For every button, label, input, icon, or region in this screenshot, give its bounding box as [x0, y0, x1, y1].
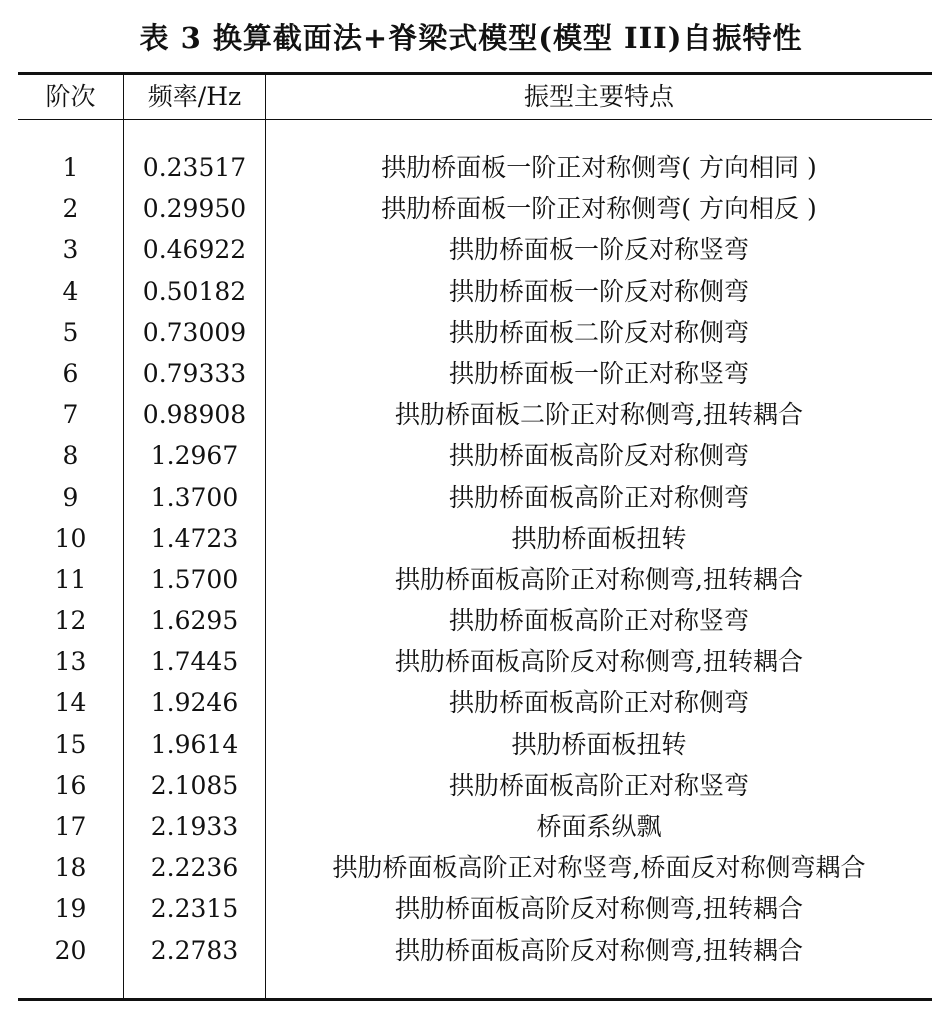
cell-order: 2	[62, 194, 79, 224]
cell-frequency: 1.4723	[150, 523, 239, 553]
cell-frequency: 2.2236	[150, 853, 239, 883]
header-mode-shape: 振型主要特点	[523, 82, 674, 111]
cell-frequency: 2.1085	[150, 770, 239, 800]
table-row	[0, 435, 942, 476]
cell-mode-shape: 拱肋桥面板高阶正对称侧弯,扭转耦合	[395, 564, 803, 594]
header-rule	[18, 119, 932, 120]
cell-frequency: 2.2315	[150, 894, 239, 924]
cell-frequency: 0.50182	[142, 276, 247, 306]
cell-frequency: 1.2967	[150, 441, 239, 471]
table-row	[0, 641, 942, 682]
table-row	[0, 559, 942, 600]
cell-order: 6	[62, 358, 79, 388]
cell-order: 9	[62, 482, 79, 512]
cell-frequency: 1.9614	[150, 729, 239, 759]
cell-order: 20	[54, 935, 87, 965]
cell-mode-shape: 拱肋桥面板高阶正对称竖弯	[448, 606, 749, 636]
bottom-rule	[18, 998, 932, 1001]
cell-frequency: 2.2783	[150, 935, 239, 965]
table-body	[0, 147, 942, 971]
cell-order: 14	[54, 688, 87, 718]
cell-order: 3	[62, 235, 79, 265]
cell-order: 16	[54, 770, 87, 800]
cell-mode-shape: 拱肋桥面板高阶正对称竖弯	[448, 770, 749, 800]
cell-order: 17	[54, 812, 87, 841]
cell-frequency: 1.7445	[150, 647, 239, 677]
cell-order: 15	[54, 729, 87, 759]
cell-mode-shape: 桥面系纵飘	[536, 812, 662, 841]
table-row	[0, 518, 942, 559]
cell-order: 10	[54, 523, 87, 553]
table-row	[0, 724, 942, 765]
header-frequency: 频率/Hz	[147, 82, 242, 111]
cell-frequency: 1.9246	[150, 688, 239, 718]
cell-order: 1	[62, 153, 79, 182]
cell-mode-shape: 拱肋桥面板扭转	[511, 523, 687, 553]
cell-mode-shape: 拱肋桥面板高阶反对称侧弯,扭转耦合	[395, 647, 803, 677]
cell-mode-shape: 拱肋桥面板一阶反对称竖弯	[448, 235, 749, 265]
table-row	[0, 847, 942, 888]
cell-mode-shape: 拱肋桥面板一阶正对称侧弯( 方向相同 )	[381, 153, 817, 182]
cell-mode-shape: 拱肋桥面板扭转	[511, 729, 687, 759]
cell-mode-shape: 拱肋桥面板高阶正对称侧弯	[448, 482, 749, 512]
table-row	[0, 806, 942, 847]
cell-frequency: 2.1933	[150, 812, 239, 841]
table-row	[0, 888, 942, 929]
cell-mode-shape: 拱肋桥面板高阶正对称竖弯,桥面反对称侧弯耦合	[332, 853, 866, 883]
cell-order: 19	[54, 894, 87, 924]
cell-frequency: 0.79333	[142, 358, 247, 388]
table-row	[0, 600, 942, 641]
table-title: 表 3 换算截面法+脊梁式模型(模型 III)自振特性	[139, 21, 803, 55]
cell-order: 11	[54, 564, 87, 594]
cell-frequency: 0.29950	[142, 194, 247, 224]
cell-mode-shape: 拱肋桥面板一阶正对称侧弯( 方向相反 )	[381, 194, 817, 224]
cell-order: 13	[54, 647, 87, 677]
cell-frequency: 0.98908	[142, 400, 247, 430]
table-row	[0, 682, 942, 723]
cell-mode-shape: 拱肋桥面板高阶反对称侧弯,扭转耦合	[395, 894, 803, 924]
cell-order: 4	[62, 276, 79, 306]
cell-frequency: 1.6295	[150, 606, 239, 636]
cell-order: 12	[54, 606, 87, 636]
cell-order: 5	[62, 317, 79, 347]
cell-mode-shape: 拱肋桥面板高阶反对称侧弯	[448, 441, 749, 471]
cell-frequency: 0.23517	[142, 153, 247, 182]
cell-frequency: 1.3700	[150, 482, 239, 512]
table-row	[0, 930, 942, 971]
table-row	[0, 477, 942, 518]
table-row	[0, 353, 942, 394]
cell-mode-shape: 拱肋桥面板一阶正对称竖弯	[448, 358, 749, 388]
header-order: 阶次	[45, 82, 96, 111]
table-row	[0, 188, 942, 229]
table-row	[0, 765, 942, 806]
table-row	[0, 271, 942, 312]
cell-mode-shape: 拱肋桥面板高阶反对称侧弯,扭转耦合	[395, 935, 803, 965]
cell-order: 18	[54, 853, 87, 883]
cell-order: 8	[62, 441, 79, 471]
cell-order: 7	[62, 400, 79, 430]
cell-mode-shape: 拱肋桥面板二阶反对称侧弯	[448, 317, 749, 347]
cell-mode-shape: 拱肋桥面板高阶正对称侧弯	[448, 688, 749, 718]
cell-mode-shape: 拱肋桥面板一阶反对称侧弯	[448, 276, 749, 306]
cell-frequency: 0.46922	[142, 235, 247, 265]
table-row	[0, 229, 942, 270]
cell-mode-shape: 拱肋桥面板二阶正对称侧弯,扭转耦合	[395, 400, 803, 430]
cell-frequency: 1.5700	[150, 564, 239, 594]
table-row	[0, 147, 942, 188]
table-row	[0, 312, 942, 353]
cell-frequency: 0.73009	[142, 317, 247, 347]
table-row	[0, 394, 942, 435]
